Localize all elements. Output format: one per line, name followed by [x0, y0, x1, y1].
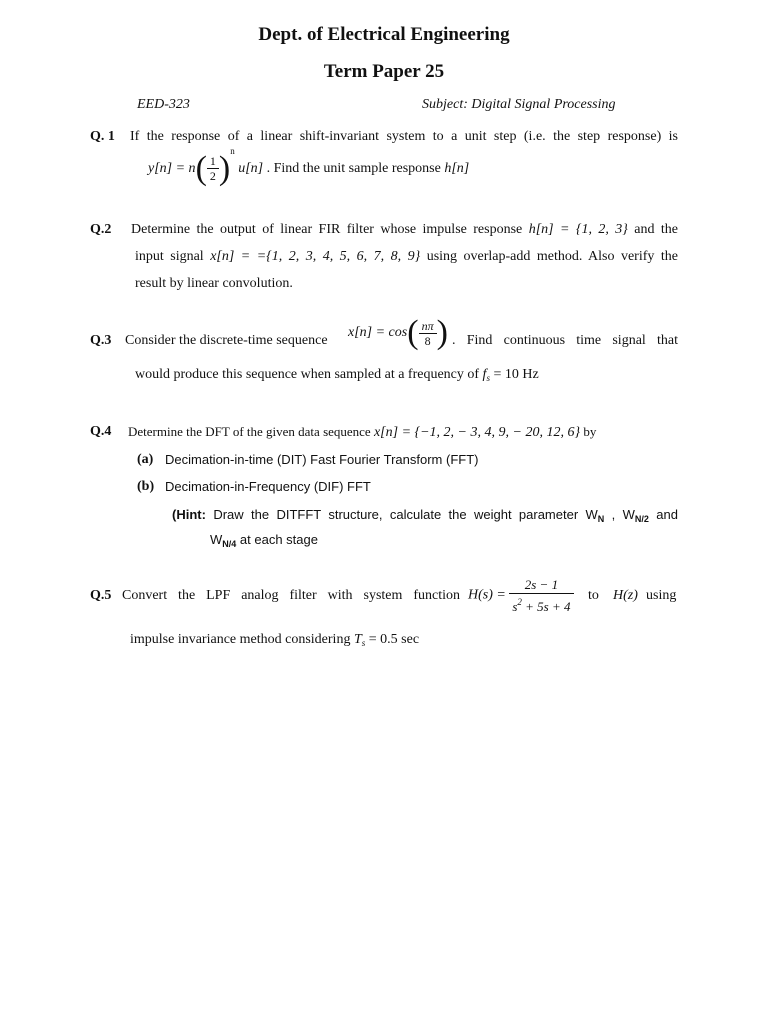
q4-w-sub-n2: N/2 — [634, 514, 649, 524]
q3-frac-num: nπ — [419, 319, 437, 334]
q1-frac-num: 1 — [207, 154, 219, 169]
q4-hint-tail: at each stage — [239, 532, 318, 547]
q2-line1-end: and the — [634, 222, 679, 237]
q3-text-b: . Find continuous time signal that — [452, 333, 678, 348]
q5-using: using — [646, 588, 677, 603]
q5-ts-symbol: T — [353, 632, 362, 647]
q1-fraction — [207, 154, 219, 183]
q4-w-sub-n4: N/4 — [222, 539, 237, 549]
q5-numerator: 2s − 1 — [509, 576, 573, 594]
q4-hint-line-2 — [210, 532, 318, 549]
q4-hint-text: Draw the DITFFT structure, calculate the weight parameter W — [213, 507, 598, 522]
department-title: Dept. of Electrical Engineering — [258, 24, 510, 45]
q5-den-s: s — [512, 599, 518, 614]
q5-ts-sub: s — [361, 638, 366, 648]
q3-label: Q.3 — [90, 333, 112, 348]
q5-to: to — [588, 588, 599, 603]
q5-text-a: Convert the LPF analog filter with system function — [122, 588, 460, 603]
q1-equation-line — [148, 146, 470, 187]
q2-label: Q.2 — [90, 222, 112, 237]
q2-line-2 — [135, 248, 678, 266]
q4-label: Q.4 — [90, 424, 112, 439]
q4-w-sub-n: N — [597, 514, 605, 524]
q3-text-a: Consider the discrete-time sequence — [125, 333, 328, 348]
q3-fs-symbol: f — [482, 367, 487, 382]
q5-fraction — [509, 576, 573, 615]
q3-eq-lhs: x[n] = cos — [348, 325, 408, 341]
q3-line2-text: would produce this sequence when sampled at a frequency of — [135, 367, 480, 382]
q2-line2-text: input signal — [135, 249, 204, 264]
q2-input-signal: x[n] = ={1, 2, 3, 4, 5, 6, 7, 8, 9} — [210, 249, 421, 264]
course-code: EED-323 — [137, 97, 190, 112]
q5-h-z: H(z) — [613, 588, 638, 603]
q3-left-paren: ( — [407, 314, 419, 351]
q4-a-text: Decimation-in-time (DIT) Fast Fourier Transform (FFT) — [165, 452, 479, 467]
q1-left-paren: ( — [195, 149, 207, 187]
q1-eq-lhs: y[n] = n — [148, 161, 196, 176]
q4-w-sep: , W — [604, 507, 635, 522]
q4-text: Determine the DFT of the given data sequence — [128, 424, 371, 439]
q1-eq-rhs: u[n] — [238, 161, 264, 176]
q3-line-2 — [135, 366, 539, 387]
q2-impulse-response: h[n] = {1, 2, 3} — [528, 222, 628, 237]
q4-hint-line-1 — [172, 506, 678, 528]
q1-exponent: n — [230, 146, 235, 156]
q2-line-1 — [131, 221, 678, 239]
q4-hint-and: and — [656, 507, 678, 522]
q1-label: Q. 1 — [90, 129, 115, 144]
q1-tail-italic: h[n] — [444, 161, 470, 176]
q1-text: If the response of a linear shift-invariant system to a unit step (i.e. the step response) is — [130, 129, 678, 144]
q5-label: Q.5 — [90, 588, 112, 603]
q5-line-2 — [130, 631, 419, 652]
q3-right-paren: ) — [436, 314, 448, 351]
q4-hint-label: (Hint: — [172, 507, 206, 522]
q2-line-3: result by linear convolution. — [135, 276, 293, 291]
q3-fs-sub: s — [486, 373, 490, 383]
q1-right-paren: ) — [218, 149, 231, 187]
q4-by: by — [583, 424, 597, 439]
q5-den-rest: + 5s + 4 — [521, 599, 571, 614]
q4-b-label: (b) — [137, 479, 155, 494]
q5-den-sup: 2 — [517, 597, 522, 607]
q3-fs-value: = 10 Hz — [493, 367, 539, 382]
q4-w-symbol: W — [210, 532, 223, 547]
q3-fraction — [419, 319, 437, 348]
q1-tail: . Find the unit sample response — [266, 161, 441, 176]
subject-line: Subject: Digital Signal Processing — [422, 97, 616, 112]
q4-line-1 — [128, 424, 596, 441]
q3-frac-den: 8 — [424, 333, 431, 348]
q5-h-s: H(s) = — [468, 587, 506, 603]
q5-line2-text: impulse invariance method considering — [130, 632, 351, 647]
q2-line2-end: using overlap-add method. Also verify the — [426, 249, 678, 264]
q3-equation — [348, 314, 448, 351]
q1-frac-den: 2 — [209, 169, 216, 184]
q2-line1-text: Determine the output of linear FIR filter whose impulse response — [131, 222, 523, 237]
q4-sequence: x[n] = {−1, 2, − 3, 4, 9, − 20, 12, 6} — [373, 425, 581, 440]
q5-equation — [468, 576, 574, 615]
q4-b-text: Decimation-in-Frequency (DIF) FFT — [165, 479, 371, 494]
q4-a-label: (a) — [137, 452, 154, 467]
q5-denominator — [509, 594, 573, 615]
paper-title: Term Paper 25 — [323, 61, 445, 82]
q5-ts-value: = 0.5 sec — [368, 632, 420, 647]
